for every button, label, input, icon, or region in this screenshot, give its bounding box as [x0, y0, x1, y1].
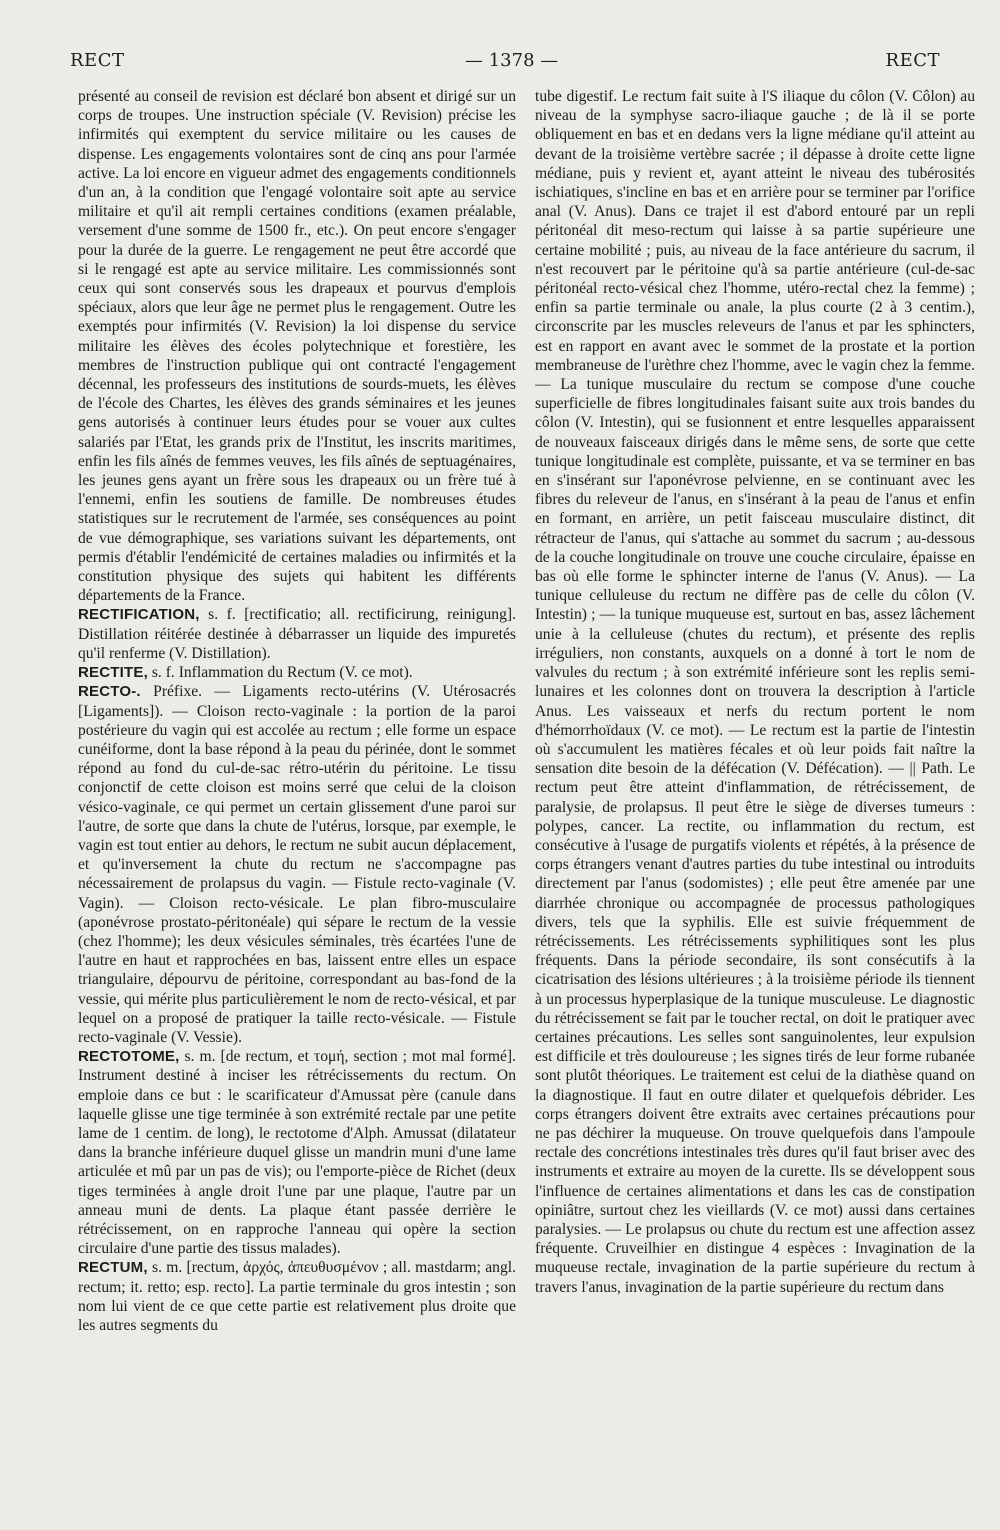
- entry-recto: [78, 682, 516, 1047]
- left-column: [78, 87, 516, 1512]
- running-head-right: RECT: [885, 50, 940, 71]
- entry-rectite: [78, 663, 516, 682]
- entry-headword: RECTO-.: [78, 683, 141, 701]
- entry-rectotome: [78, 1047, 516, 1258]
- entry-body: s. m. [de rectum, et τομή, section ; mot mal formé]. Instrument destiné à inciser les rétrécissements du rectum. On emploie dans ce but : le scarificateur d'Amussat père (canule dans laquelle glisse une tige terminée à son extrémité rectale par une petite lame de 1 centim. de long), le rectotome d'Alph. Amussat (dilatateur dans la branche inférieure duquel glisse un mandrin muni d'une lame articulée et mû par un pas de vis); ou l'emporte-pièce de Richet (deux tiges terminées à angle droit l'une par une plaque, l'autre par un anneau muni de dents. La plaque étant passée derrière le rétrécissement, on en rapproche l'anneau qui opère la section circulaire d'une partie des tissus malades).: [78, 1048, 516, 1258]
- entry-body: s. f. [rectificatio; all. rectificirung, reinigung]. Distillation réitérée destinée à débarrasser un liquide des impuretés qu'il renferme (V. Distillation).: [78, 606, 516, 662]
- right-column: [535, 87, 975, 1512]
- entry-headword: RECTITE,: [78, 664, 148, 682]
- rectum-entry-continuation: tube digestif. Le rectum fait suite à l'S iliaque du côlon (V. Côlon) au niveau de la symphyse sacro-iliaque gauche ; de là il se porte obliquement en bas et en dedans vers la ligne médiane qu'il atteint au devant de la troisième vertèbre sacrée ; il dépasse à droite cette ligne médiane, puis y revient et, ayant atteint le niveau des tubérosités ischiatiques, s'incline en bas et en arrière pour se terminer par l'orifice anal (V. Anus). Dans ce trajet il est d'abord entouré par un repli péritonéal dit meso-rectum qui laisse à sa partie supérieure une certaine mobilité ; puis, au niveau de la face antérieure du sacrum, il n'est recouvert par le péritoine qu'à sa partie antérieure (cul-de-sac péritonéal recto-vésical chez l'homme, utéro-rectal chez la femme) ; enfin sa partie terminale ou anale, la plus courte (2 à 3 centim.), circonscrite par les muscles releveurs de l'anus et par les sphincters, est en rapport en avant avec le sommet de la prostate et la portion membraneuse de l'urèthre chez l'homme, avec le vagin chez la femme. — La tunique musculaire du rectum se compose d'une couche superficielle de fibres longitudinales faisant suite aux trois bandes du côlon (V. Intestin), qui se fusionnent et entre lesquelles apparaissent de nouveaux faisceaux dirigés dans le même sens, de sorte que cette tunique longitudinale est complète, puissante, et va se terminer en bas en s'insérant sur l'aponévrose pelvienne, en se continuant avec les fibres du releveur de l'anus, en s'insérant à la peau de l'anus et enfin en formant, en arrière, un petit faisceau musculaire distinct, dit rétracteur de l'anus, qui s'attache au sommet du sacrum ; au-dessous de la couche longitudinale on trouve une couche circulaire, épaisse en bas où elle forme le sphincter interne de l'anus (V. Anus). — La tunique celluleuse du rectum ne diffère pas de celle du côlon (V. Intestin) ; — la tunique muqueuse est, surtout en bas, assez lâchement unie à la celluleuse (chutes du rectum), et présente des replis irréguliers, non constants, auxquels on a donné à tort le nom de valvules du rectum ; à son extrémité inférieure sont les replis semi-lunaires et les colonnes dont on trouvera la description à l'article Anus. Les vaisseaux et nerfs du rectum portent le nom d'hémorrhoïdaux (V. ce mot). — Le rectum est la partie de l'intestin où s'accumulent les matières fécales et où leur poids fait naître la sensation dite besoin de la défécation (V. Défécation). — || Path. Le rectum peut être atteint d'inflammation, de rétrécissement, de paralysie, de prolapsus. Il peut être le siège de diverses tumeurs : polypes, cancer. La rectite, ou inflammation du rectum, est consécutive à l'usage de purgatifs violents et répétés, à la présence de corps étrangers venant d'autres parties du tube intestinal ou introduits directement par l'anus (sodomistes) ; elle peut être amenée par une diarrhée chronique ou accompagnée de processus pathologiques divers, tels que la syphilis. Elle est suivie fréquemment de rétrécissements. Les rétrécissements syphilitiques sont les plus fréquents. Dans la période secondaire, ils sont consécutifs à la cicatrisation des lésions ultérieures ; à la troisième période ils tiennent à un processus hyperplasique de la tunique musculeuse. Le diagnostic du rétrécissement se fait par le toucher rectal, on doit le pratiquer avec certaines précautions. Les selles sont sanguinolentes, leur expulsion est difficile et très douloureuse ; les signes tirés de leur forme rubanée sont plutôt théoriques. Le traitement est celui de la diathèse quand on la diagnostique. Il faut en outre dilater et quelquefois débrider. Les corps étrangers doivent être extraits avec certaines précautions pour ne pas déchirer la muqueuse. On trouve quelquefois dans l'ampoule rectale des concrétions intestinales très dures qu'il faut briser avec des instruments et extraire au moyen de la curette. Ils se développent sous l'influence de certaines alimentations et dans les cas de constipation opiniâtre, surtout chez les vieillards (V. ce mot) aussi dans certaines paralysies. — Le prolapsus ou chute du rectum est une affection assez fréquente. Cruveilhier en distingue 4 espèces : Invagination de la muqueuse rectale, invagination de la partie supérieure du rectum à travers l'anus, invagination de la partie supérieure du rectum dans: [535, 88, 975, 1296]
- running-head-left: RECT: [70, 50, 125, 71]
- page-number: — 1378 —: [465, 50, 559, 71]
- page-header: [70, 50, 940, 80]
- entry-body: s. m. [rectum, ἀρχός, ἀπευθυσμένον ; all. mastdarm; angl. rectum; it. retto; esp. recto]. La partie terminale du gros intestin ; son nom lui vient de ce que cette partie est relativement plus droite que les autres segments du: [78, 1259, 516, 1334]
- entry-headword: RECTIFICATION,: [78, 606, 200, 624]
- entry-body: s. f. Inflammation du Rectum (V. ce mot).: [147, 664, 413, 682]
- entry-headword: RECTUM,: [78, 1259, 148, 1277]
- entry-rectum: [78, 1258, 516, 1335]
- entry-body: Préfixe. — Ligaments recto-utérins (V. Utérosacrés [Ligaments]). — Cloison recto-vaginale : la portion de la paroi postérieure du vagin qui est accolée au rectum ; elle forme un espace cunéiforme, dont la base répond à la peau du périnée, dont le sommet répond au fond du cul-de-sac rétro-utérin du péritoine. Le tissu conjonctif de cette cloison est moins serré que celui de la cloison vésico-vaginale, ce qui permet un certain glissement d'une paroi sur l'autre, de sorte que dans la chute de l'utérus, lorsque, par exemple, le vagin est tout entier au dehors, le rectum ne subit aucun déplacement, et qu'inversement la chute du rectum ne s'accompagne pas nécessairement de prolapsus du vagin. — Fistule recto-vaginale (V. Vagin). — Cloison recto-vésicale. Le plan fibro-musculaire (aponévrose prostato-péritonéale) qui sépare le rectum de la vessie (chez l'homme); les deux vésicules séminales, très écartées l'une de l'autre en haut et rapprochées en bas, laissent entre elles un espace triangulaire, dépourvu de péritoine, correspondant au bas-fond de la vessie, qui mérite plus particulièrement le nom de recto-vésical, et par lequel on a proposé de pratiquer la taille recto-vésicale. — Fistule recto-vaginale (V. Vessie).: [78, 683, 516, 1046]
- continued-paragraph: présenté au conseil de revision est déclaré bon absent et dirigé sur un corps de troupes. Une instruction spéciale (V. Revision) précise les infirmités qui exemptent du service militaire ou les causes de dispense. Les engagements volontaires sont de cinq ans pour l'armée active. La loi encore en vigueur admet des engagements conditionnels d'un an, à la condition que l'engagé volontaire soit apte au service militaire et qu'il ait rempli certaines conditions (examen préalable, versement d'une somme de 1500 fr., etc.). On peut encore s'engager pour la durée de la guerre. Le rengagement ne peut être accordé que si le rengagé est apte au service militaire. Les commissionnés sont ceux qui sont conservés sous les drapeaux et pourvus d'emplois spéciaux, alors que leur âge ne permet plus le rengagement. Outre les exemptés pour infirmités (V. Revision) la loi dispense du service militaire les élèves des écoles polytechnique et forestière, les membres de l'instruction publique qui ont contracté l'engagement décennal, les professeurs des institutions de sourds-muets, les élèves de l'école des Chartes, les élèves des grands séminaires et les jeunes gens autorisés à continuer leurs études pour se vouer aux cultes salariés par l'Etat, les grands prix de l'Institut, les inscrits maritimes, enfin les fils aînés de femmes veuves, les fils aînés de septuagénaires, les jeunes gens ayant un frère sous les drapeaux ou un frère tué à l'ennemi, enfin les soutiens de famille. De nombreuses études statistiques sur le recrutement de l'armée, ses conséquences au point de vue démographique, ses variations suivant les départements, ont permis d'établir l'endémicité de certaines maladies ou infirmités et la constitution physique des sujets qui habitent les différents départements de la France.: [78, 88, 516, 605]
- entry-headword: RECTOTOME,: [78, 1048, 180, 1066]
- entry-rectification: [78, 605, 516, 663]
